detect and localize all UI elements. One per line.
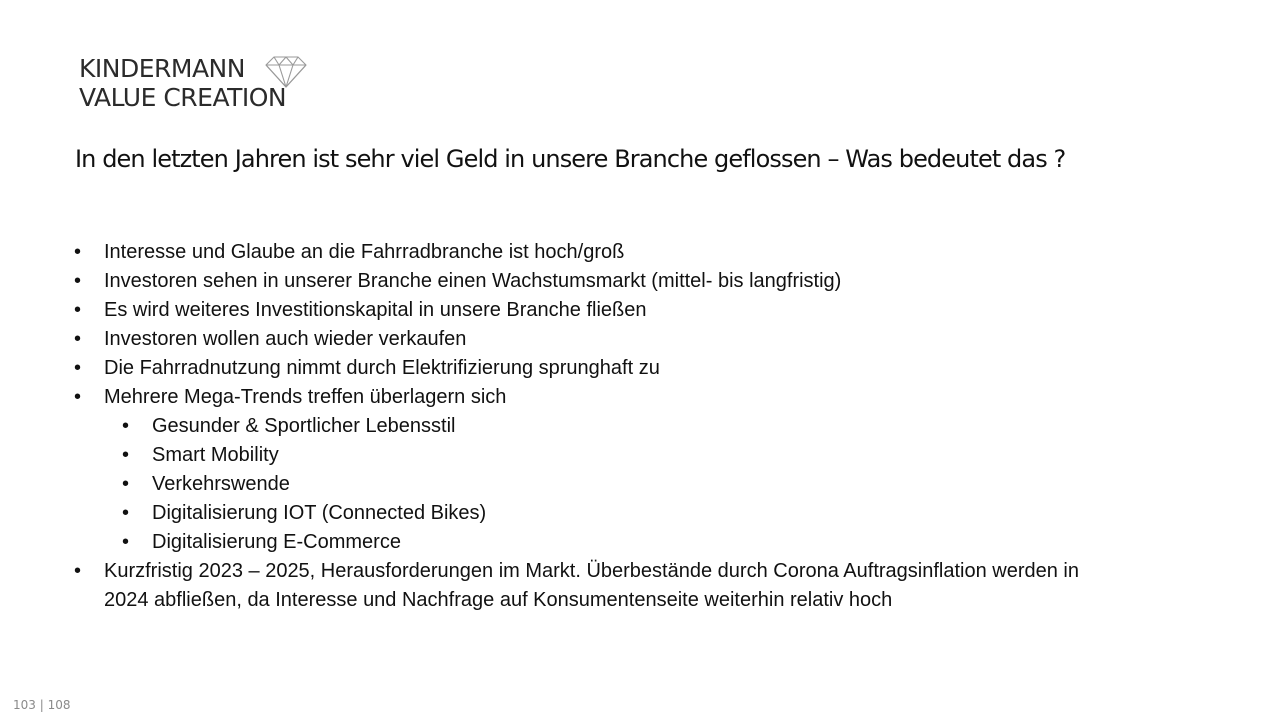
page-number: 103 | 108 xyxy=(13,698,71,712)
list-item xyxy=(74,325,1114,354)
bullet-dot: • xyxy=(122,444,130,466)
sub-list-item-text: Gesunder & Sportlicher Lebensstil xyxy=(152,415,456,437)
sub-list-item-text: Smart Mobility xyxy=(152,444,279,466)
diamond-icon xyxy=(265,56,307,88)
list-item-text: Kurzfristig 2023 – 2025, Herausforderungen im Markt. Überbestände durch Corona Auftragsinflation werden in 2024 abfließen, da Interesse und Nachfrage auf Konsumentenseite weiterhin relativ hoch xyxy=(104,560,1079,611)
list-item-text: Mehrere Mega-Trends treffen überlagern sich xyxy=(104,386,507,408)
sub-list-item xyxy=(74,412,1114,441)
bullet-dot: • xyxy=(74,241,82,263)
sub-list-item xyxy=(74,441,1114,470)
list-item-text: Es wird weiteres Investitionskapital in unsere Branche fließen xyxy=(104,299,647,321)
bullet-dot: • xyxy=(122,473,130,495)
list-item-text: Investoren wollen auch wieder verkaufen xyxy=(104,328,467,350)
list-item xyxy=(74,383,1114,412)
list-item-text: Interesse und Glaube an die Fahrradbranche ist hoch/groß xyxy=(104,241,625,263)
bullet-dot: • xyxy=(74,270,82,292)
bullet-dot: • xyxy=(74,386,82,408)
bullet-dot: • xyxy=(74,328,82,350)
bullet-dot: • xyxy=(74,299,82,321)
list-item xyxy=(74,267,1114,296)
slide-title: In den letzten Jahren ist sehr viel Geld in unsere Branche geflossen – Was bedeutet das ? xyxy=(75,145,1066,173)
bullet-list xyxy=(74,238,1114,615)
bullet-dot: • xyxy=(122,415,130,437)
sub-list-item-text: Digitalisierung E-Commerce xyxy=(152,531,401,553)
bullet-dot: • xyxy=(74,560,82,582)
logo-line-1: KINDERMANN xyxy=(79,54,245,83)
company-logo xyxy=(79,54,286,112)
sub-list-item xyxy=(74,499,1114,528)
bullet-dot: • xyxy=(122,531,130,553)
list-item xyxy=(74,557,1104,615)
sub-list-item-text: Digitalisierung IOT (Connected Bikes) xyxy=(152,502,487,524)
list-item xyxy=(74,296,1114,325)
sub-list-item-text: Verkehrswende xyxy=(152,473,290,495)
list-item-text: Die Fahrradnutzung nimmt durch Elektrifizierung sprunghaft zu xyxy=(104,357,660,379)
sub-list-item xyxy=(74,470,1114,499)
bullet-dot: • xyxy=(122,502,130,524)
sub-list-item xyxy=(74,528,1114,557)
list-item-text: Investoren sehen in unserer Branche einen Wachstumsmarkt (mittel- bis langfristig) xyxy=(104,270,842,292)
list-item xyxy=(74,238,1114,267)
list-item xyxy=(74,354,1114,383)
logo-line-2: VALUE CREATION xyxy=(79,83,287,112)
bullet-dot: • xyxy=(74,357,82,379)
